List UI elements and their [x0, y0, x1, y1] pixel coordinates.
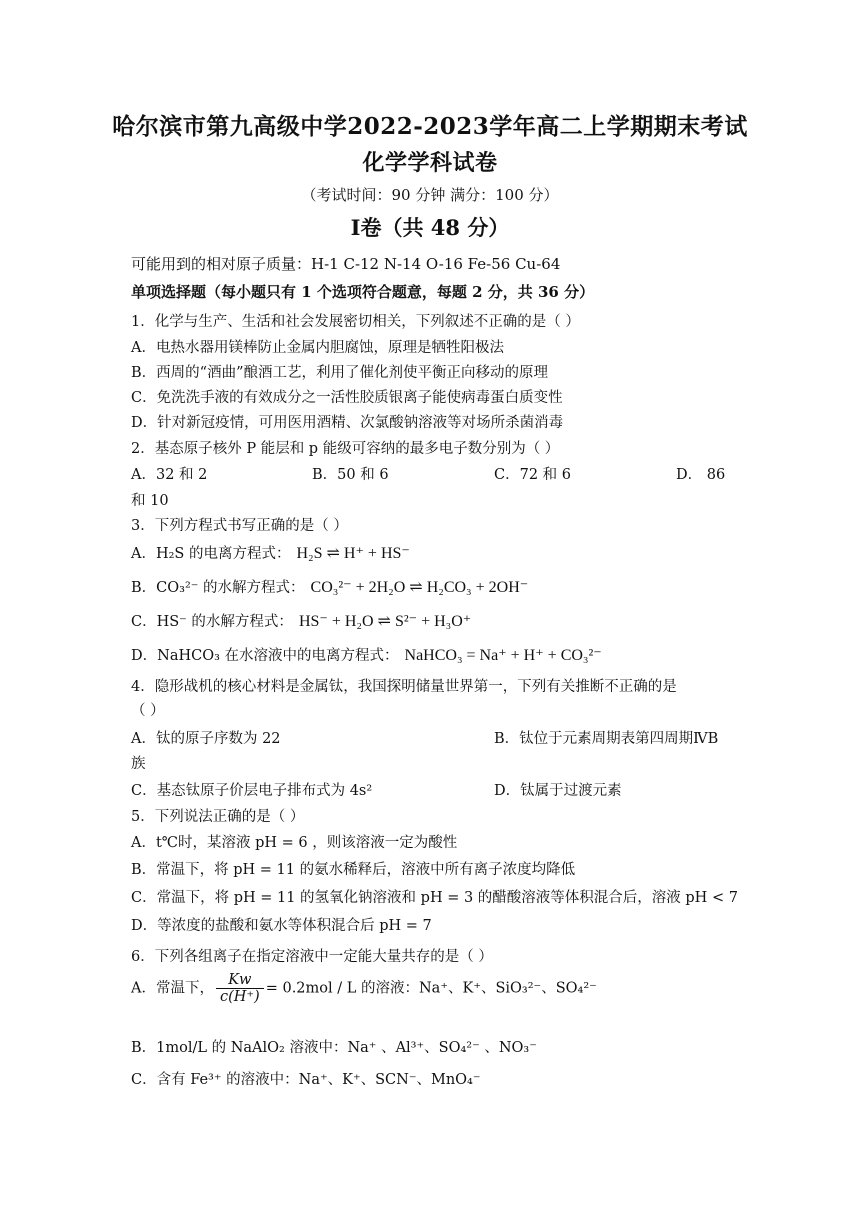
- equation: NaHCO₃ = Na⁺ + H⁺ + CO₃²⁻: [404, 647, 602, 664]
- equation: CO₃²⁻ + 2H₂O ⇌ H₂CO₃ + 2OH⁻: [310, 579, 529, 596]
- question-2-option-a: A．32 和 2: [131, 467, 208, 483]
- question-4-stem-cont: （ ）: [131, 703, 165, 719]
- question-5-stem: 5．下列说法正确的是（ ）: [131, 809, 305, 825]
- question-4-option-a: A．钛的原子序数为 22: [131, 731, 281, 747]
- question-4-stem: 4．隐形战机的核心材料是金属钛，我国探明储量世界第一，下列有关推断不正确的是: [131, 679, 677, 695]
- question-3-option-d: [131, 644, 731, 665]
- option-rest: = 0.2mol / L 的溶液：Na⁺、K⁺、SiO₃²⁻、SO₄²⁻: [265, 980, 597, 997]
- question-1-option-d: D．针对新冠疫情，可用医用酒精、次氯酸钠溶液等对场所杀菌消毒: [131, 415, 564, 431]
- fraction-numerator: Kw: [216, 972, 264, 989]
- section-title: Ⅰ卷（共 48 分）: [350, 215, 510, 240]
- question-2-option-d: D． 86: [676, 467, 726, 483]
- option-label: C．HS⁻ 的水解方程式：: [131, 614, 293, 630]
- question-5-option-d: D．等浓度的盐酸和氨水等体积混合后 pH = 7: [131, 918, 432, 934]
- kw-fraction: [216, 972, 264, 1005]
- fraction-denominator: c(H⁺): [219, 989, 260, 1005]
- option-label: B．CO₃²⁻ 的水解方程式：: [131, 580, 305, 596]
- question-4-option-b-cont: 族: [131, 756, 146, 772]
- question-1-option-a: A．电热水器用镁棒防止金属内胆腐蚀，原理是牺牲阳极法: [131, 340, 504, 356]
- question-4-option-d: D．钛属于过渡元素: [494, 783, 622, 799]
- option-label: A．H₂S 的电离方程式：: [131, 546, 291, 562]
- question-3-stem: 3．下列方程式书写正确的是（ ）: [131, 518, 348, 534]
- question-1-option-b: B．西周的“酒曲”酿酒工艺，利用了催化剂使平衡正向移动的原理: [131, 365, 548, 381]
- question-4-option-c: C．基态钛原子价层电子排布式为 4s²: [131, 783, 373, 799]
- equation: H₂S ⇌ H⁺ + HS⁻: [296, 545, 410, 562]
- question-2-option-b: B．50 和 6: [312, 467, 389, 483]
- question-1-option-c: C．免洗洗手液的有效成分之一活性胶质银离子能使病毒蛋白质变性: [131, 390, 563, 406]
- question-5-option-b: B．常温下，将 pH = 11 的氨水稀释后，溶液中所有离子浓度均降低: [131, 862, 576, 878]
- question-3-option-c: [131, 610, 731, 631]
- exam-title: 哈尔滨市第九高级中学2022-2023学年高二上学期期末考试: [112, 113, 748, 140]
- question-3-option-a: [131, 542, 731, 563]
- instruction: 单项选择题（每小题只有 1 个选项符合题意，每题 2 分，共 36 分）: [131, 283, 595, 301]
- equation: HS⁻ + H₂O ⇌ S²⁻ + H₃O⁺: [298, 613, 472, 630]
- question-6-option-c: C．含有 Fe³⁺ 的溶液中：Na⁺、K⁺、SCN⁻、MnO₄⁻: [131, 1072, 481, 1088]
- question-6-option-b: B．1mol/L 的 NaAlO₂ 溶液中：Na⁺ 、Al³⁺、SO₄²⁻ 、NO₃⁻: [131, 1040, 537, 1056]
- question-6-option-a: [131, 972, 731, 1005]
- exam-info: （考试时间：90 分钟 满分：100 分）: [301, 186, 559, 204]
- question-4-option-b: B．钛位于元素周期表第四周期ⅣB: [494, 731, 719, 747]
- question-5-option-a: A．t℃时，某溶液 pH = 6 ，则该溶液一定为酸性: [131, 835, 458, 851]
- atomic-masses: 可能用到的相对原子质量：H-1 C-12 N-14 O-16 Fe-56 Cu-64: [131, 255, 561, 273]
- question-2-option-d-cont: 和 10: [131, 493, 169, 509]
- question-6-stem: 6．下列各组离子在指定溶液中一定能大量共存的是（ ）: [131, 949, 493, 965]
- question-2-stem: 2．基态原子核外 P 能层和 p 能级可容纳的最多电子数分别为（ ）: [131, 441, 560, 457]
- question-5-option-c: C．常温下，将 pH = 11 的氢氧化钠溶液和 pH = 3 的醋酸溶液等体积混合后，溶液 pH < 7: [131, 890, 738, 906]
- option-label: D．NaHCO₃ 在水溶液中的电离方程式：: [131, 648, 399, 664]
- question-2-option-c: C．72 和 6: [494, 467, 571, 483]
- exam-subtitle: 化学学科试卷: [362, 150, 498, 176]
- question-3-option-b: [131, 576, 731, 597]
- option-label: A．常温下，: [131, 980, 214, 997]
- question-1-stem: 1．化学与生产、生活和社会发展密切相关，下列叙述不正确的是（ ）: [131, 314, 580, 330]
